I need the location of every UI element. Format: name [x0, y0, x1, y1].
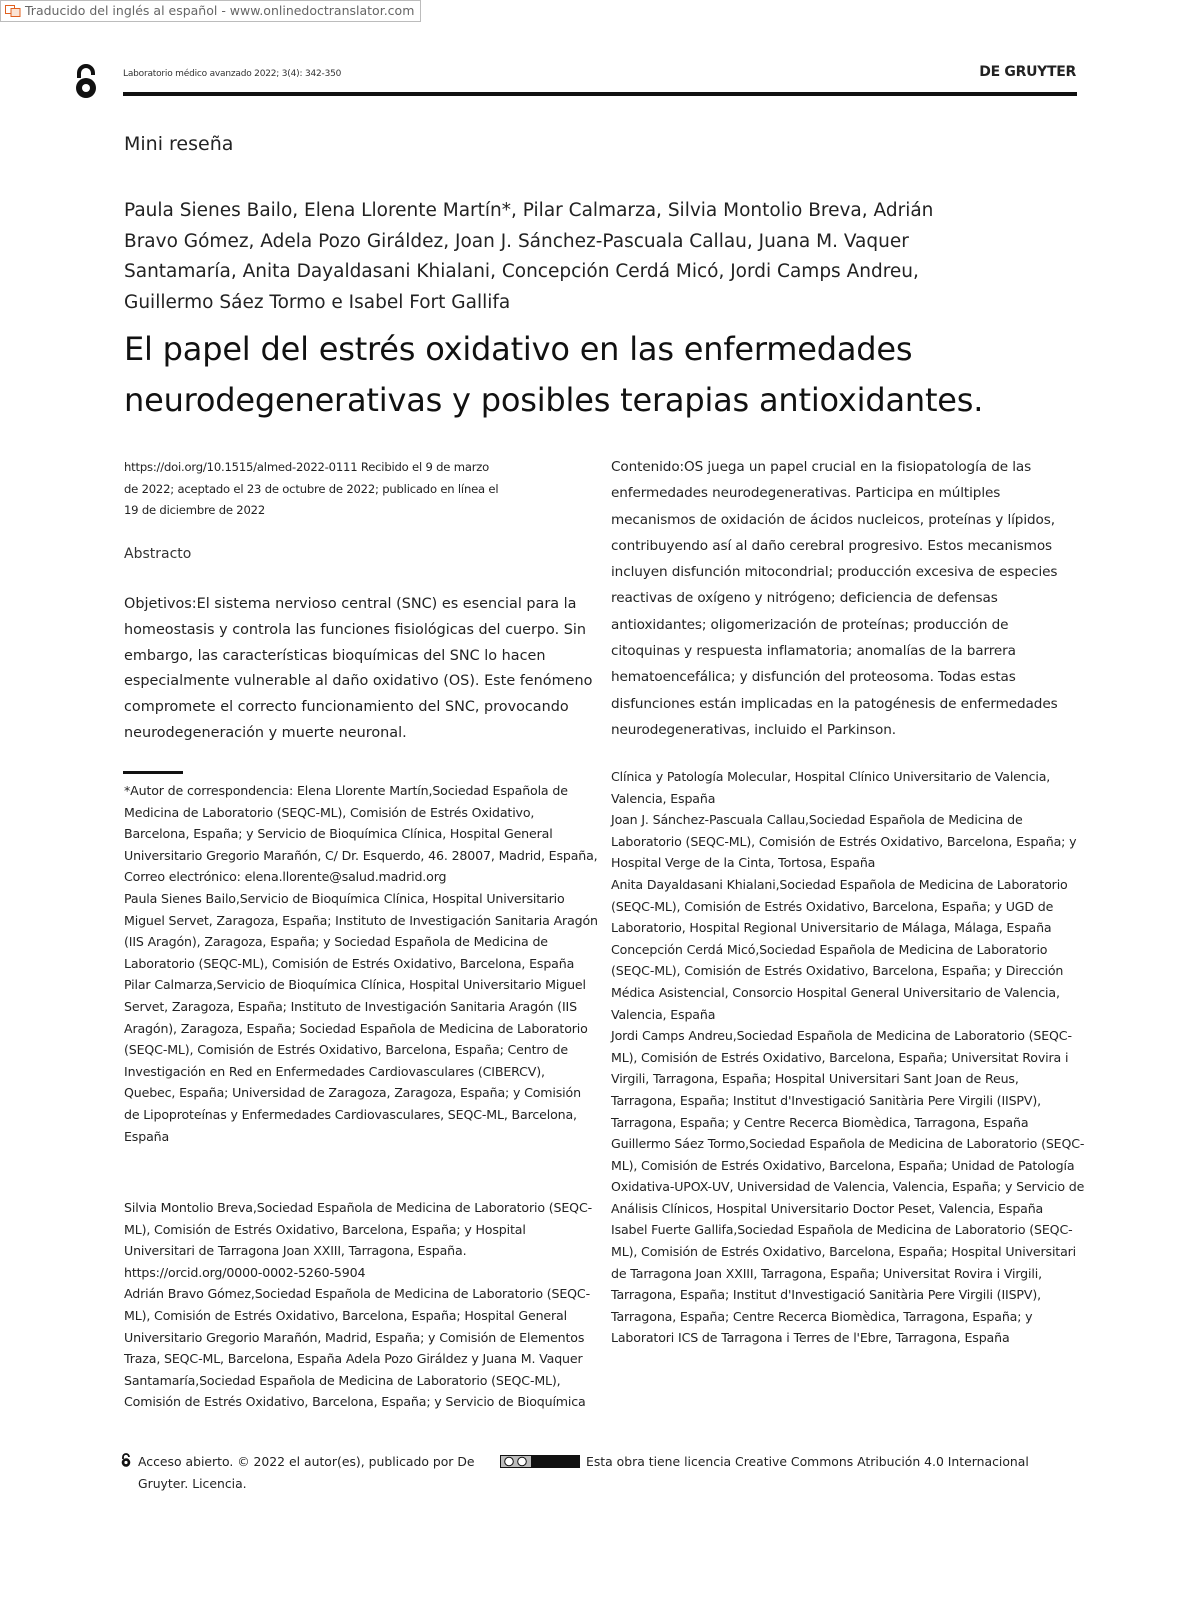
- abstract-heading: Abstracto: [124, 546, 192, 562]
- affiliation-item: Joan J. Sánchez-Pascuala Callau,Sociedad Española de Medicina de Laboratorio (SEQC-ML), Comisión de Estrés Oxidativo, Barcelona, España; y Hospital Verge de la Cinta, Tortosa, España: [611, 812, 1077, 871]
- cc-by-badge-icon[interactable]: [500, 1455, 580, 1468]
- correspondence-note: *Autor de correspondencia: Elena Llorente Martín,Sociedad Española de Medicina de Laboratorio (SEQC-ML), Comisión de Estrés Oxidativo, Barcelona, España; y Servicio de Bioquímica Clínica, Hospital General Universitario Gregorio Marañón, C/ Dr. Esquerdo, 46. 28007, Madrid, España, Correo electrónico: elena.llorente@salud.madrid.org: [124, 783, 598, 885]
- article-type: Mini reseña: [124, 133, 234, 155]
- affiliation-item: Clínica y Patología Molecular, Hospital Clínico Universitario de Valencia, Valencia, España: [611, 769, 1051, 806]
- affiliation-item: Silvia Montolio Breva,Sociedad Española de Medicina de Laboratorio (SEQC-ML), Comisión de Estrés Oxidativo, Barcelona, España; y Hospital Universitari de Tarragona Joan XXIII, Tarragona, España. https://orcid.org/0000-0002-5260-5904: [124, 1200, 592, 1280]
- doi-dates: https://doi.org/10.1515/almed-2022-0111 Recibido el 9 de marzo de 2022; aceptado el 23 de octubre de 2022; publicado en línea el 19 de diciembre de 2022: [124, 460, 499, 517]
- affiliation-item: Concepción Cerdá Micó,Sociedad Española de Medicina de Laboratorio (SEQC-ML), Comisión de Estrés Oxidativo, Barcelona, España; y Dirección Médica Asistencial, Consorcio Hospital General Universitario de Valencia, Valencia, España: [611, 941, 1064, 1022]
- affiliation-item: Jordi Camps Andreu,Sociedad Española de Medicina de Laboratorio (SEQC-ML), Comisión de Estrés Oxidativo, Barcelona, España; Universitat Rovira i Virgili, Tarragona, España; Hospital Universitari Sant Joan de Reus, Tarragona, España; Institut d'Investigació Sanitària Pere Virgili (IISPV), Tarragona, España; y Centre Recerca Biomèdica, Tarragona, España: [611, 1028, 1072, 1130]
- license-text-right: Esta obra tiene licencia Creative Commons Atribución 4.0 Internacional: [586, 1454, 1029, 1469]
- abstract-content: Contenido:OS juega un papel crucial en la fisiopatología de las enfermedades neurodegenerativas. Participa en múltiples mecanismos de oxidación de ácidos nucleicos, proteínas y lípidos, contribuyendo así al daño cerebral progresivo. Estos mecanismos incluyen disfunción mitocondrial; producción excesiva de especies reactivas de oxígeno y nitrógeno; deficiencia de defensas antioxidantes; oligomerización de proteínas; producción de citoquinas y respuesta inflamatoria; anomalías de la barrera hematoencefálica; y disfunción del proteosoma. Todas estas disfunciones están implicadas en la patogénesis de enfermedades neurodegenerativas, incluido el Parkinson.: [611, 459, 1058, 738]
- open-access-lock-icon: [72, 64, 100, 100]
- abstract-objectives: Objetivos:El sistema nervioso central (SNC) es esencial para la homeostasis y controla las funciones fisiológicas del cuerpo. Sin embargo, las características bioquímicas del SNC lo hacen especialmente vulnerable al daño oxidativo (OS). Este fenómeno compromete el correcto funcionamiento del SNC, provocando neurodegeneración y muerte neuronal.: [124, 596, 593, 741]
- affiliation-item: Pilar Calmarza,Servicio de Bioquímica Clínica, Hospital Universitario Miguel Servet, Zaragoza, España; Instituto de Investigación Sanitaria Aragón (IIS Aragón), Zaragoza, España; Sociedad Española de Medicina de Laboratorio (SEQC-ML), Comisión de Estrés Oxidativo, Barcelona, España; Centro de Investigación en Red en Enfermedades Cardiovasculares (CIBERCV), Quebec, España; Universidad de Zaragoza, Zaragoza, España; y Comisión de Lipoproteínas y Enfermedades Cardiovasculares, SEQC-ML, Barcelona, España: [124, 977, 588, 1144]
- translate-icon: [5, 5, 21, 17]
- affiliation-item: Isabel Fuerte Gallifa,Sociedad Española de Medicina de Laboratorio (SEQC-ML), Comisión de Estrés Oxidativo, Barcelona, España; Hospital Universitari de Tarragona Joan XXIII, Tarragona, España; Universitat Rovira i Virgili, Tarragona, España; Institut d'Investigació Sanitària Pere Virgili (IISPV), Tarragona, España; Centre Recerca Biomèdica, Tarragona, España; y Laboratori ICS de Tarragona i Terres de l'Ebre, Tarragona, España: [611, 1222, 1077, 1346]
- header-rule: [123, 92, 1077, 96]
- affiliations-right: [611, 766, 1086, 1349]
- affiliations-left-bottom: [124, 1197, 599, 1413]
- license-text-left: Acceso abierto. © 2022 el autor(es), publicado por De Gruyter. Licencia.: [138, 1454, 475, 1491]
- translator-banner[interactable]: [0, 0, 421, 22]
- author-list: Paula Sienes Bailo, Elena Llorente Martín*, Pilar Calmarza, Silvia Montolio Breva, Adrián Bravo Gómez, Adela Pozo Giráldez, Joan J. Sánchez-Pascuala Callau, Juana M. Vaquer Santamaría, Anita Dayaldasani Khialani, Concepción Cerdá Micó, Jordi Camps Andreu, Guillermo Sáez Tormo e Isabel Fort Gallifa: [124, 200, 934, 313]
- affiliations-left-top: [124, 780, 599, 1147]
- open-access-lock-icon: [120, 1453, 132, 1467]
- journal-reference: Laboratorio médico avanzado 2022; 3(4): 342-350: [123, 69, 342, 79]
- affiliation-item: Adrián Bravo Gómez,Sociedad Española de Medicina de Laboratorio (SEQC-ML), Comisión de Estrés Oxidativo, Barcelona, España; Hospital General Universitario Gregorio Marañón, Madrid, España; y Comisión de Elementos Traza, SEQC-ML, Barcelona, España Adela Pozo Giráldez y Juana M. Vaquer Santamaría,Sociedad Española de Medicina de Laboratorio (SEQC-ML), Comisión de Estrés Oxidativo, Barcelona, España; y Servicio de Bioquímica: [124, 1286, 590, 1410]
- translator-text: Traducido del inglés al español - www.onlinedoctranslator.com: [25, 3, 415, 18]
- footnote-rule: [123, 771, 183, 774]
- affiliation-item: Anita Dayaldasani Khialani,Sociedad Española de Medicina de Laboratorio (SEQC-ML), Comisión de Estrés Oxidativo, Barcelona, España; y UGD de Laboratorio, Hospital Regional Universitario de Málaga, Málaga, España: [611, 876, 1068, 936]
- article-title: El papel del estrés oxidativo en las enfermedades neurodegenerativas y posibles terapias antioxidantes.: [124, 330, 984, 419]
- publisher-name: DE GRUYTER: [979, 64, 1076, 80]
- affiliation-item: Guillermo Sáez Tormo,Sociedad Española de Medicina de Laboratorio (SEQC-ML), Comisión de Estrés Oxidativo, Barcelona, España; Unidad de Patología Oxidativa-UPOX-UV, Universidad de Valencia, Valencia, España; y Servicio de Análisis Clínicos, Hospital Universitario Doctor Peset, Valencia, España: [611, 1136, 1085, 1216]
- affiliation-item: Paula Sienes Bailo,Servicio de Bioquímica Clínica, Hospital Universitario Miguel Servet, Zaragoza, España; Instituto de Investigación Sanitaria Aragón (IIS Aragón), Zaragoza, España; y Sociedad Española de Medicina de Laboratorio (SEQC-ML), Comisión de Estrés Oxidativo, Barcelona, España: [124, 890, 598, 971]
